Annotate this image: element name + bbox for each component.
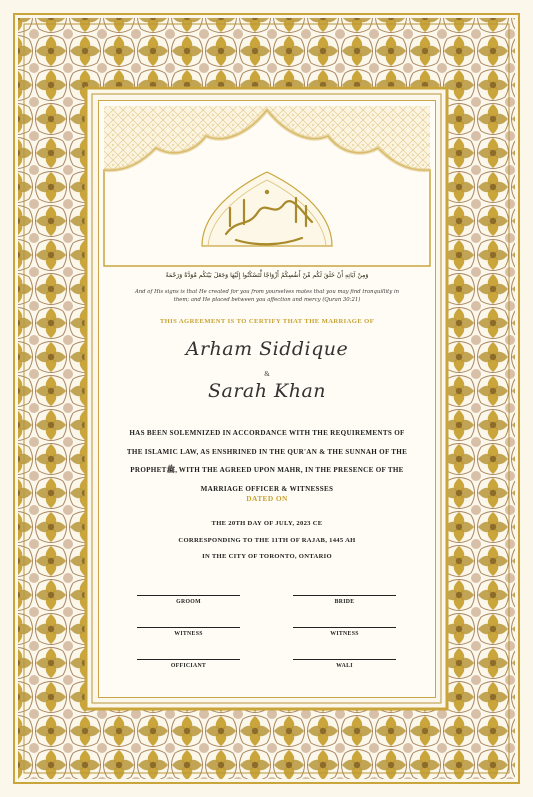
witness-left-label: WITNESS xyxy=(174,631,203,637)
date-line-3: IN THE CITY OF TORONTO, ONTARIO xyxy=(202,553,332,560)
solemn-line-4: MARRIAGE OFFICER & WITNESSES xyxy=(200,484,334,493)
wali-label: WALI xyxy=(336,663,353,669)
groom-name: Arham Siddique xyxy=(185,338,349,360)
witness-right-label: WITNESS xyxy=(330,631,359,637)
bride-label: BRIDE xyxy=(334,599,355,605)
groom-label: GROOM xyxy=(176,599,201,605)
bride-signature-line[interactable] xyxy=(293,595,396,596)
ampersand: & xyxy=(264,370,270,378)
groom-signature-line[interactable] xyxy=(137,595,240,596)
solemnization-statement xyxy=(108,424,426,498)
intro-heading: THIS AGREEMENT IS TO CERTIFY THAT THE MARRIAGE OF xyxy=(159,318,375,325)
solemn-line-2: THE ISLAMIC LAW, AS ENSHRINED IN THE QUR'AN & THE SUNNAH OF THE xyxy=(126,447,408,456)
officiant-signature-line[interactable] xyxy=(137,659,240,660)
bride-name: Sarah Khan xyxy=(207,380,327,402)
verse-translation xyxy=(120,288,414,304)
wali-signature-line[interactable] xyxy=(293,659,396,660)
solemn-line-3: PROPHETﷺ, WITH THE AGREED UPON MAHR, IN THE PRESENCE OF THE xyxy=(130,466,404,474)
officiant-label: OFFICIANT xyxy=(170,663,207,669)
solemn-line-1: HAS BEEN SOLEMNIZED IN ACCORDANCE WITH THE REQUIREMENTS OF xyxy=(129,429,405,437)
translation-line-2: them; and He placed between you affection and mercy (Quran 30:21) xyxy=(173,297,361,303)
date-line-2: CORRESPONDING TO THE 11TH OF RAJAB, 1445 AH xyxy=(178,536,356,544)
arch-ornament xyxy=(98,100,436,270)
witness-right-signature-line[interactable] xyxy=(293,627,396,628)
dated-on-heading: DATED ON xyxy=(246,494,288,503)
translation-line-1: And of His signs is that He created for you from yourselves mates that you may find tranquillity in xyxy=(134,289,400,295)
date-details xyxy=(98,516,436,566)
witness-left-signature-line[interactable] xyxy=(137,627,240,628)
date-line-1: THE 20TH DAY OF JULY, 2023 CE xyxy=(211,520,323,527)
arabic-verse: وَمِنْ آيَاتِهِ أَنْ خَلَقَ لَكُم مِّنْ أَنفُسِكُمْ أَزْوَاجًا لِّتَسْكُنُوا إِلَيْهَا وَجَعَلَ بَيْنَكُم مَّوَدَّةً وَرَحْمَةً xyxy=(165,272,369,279)
